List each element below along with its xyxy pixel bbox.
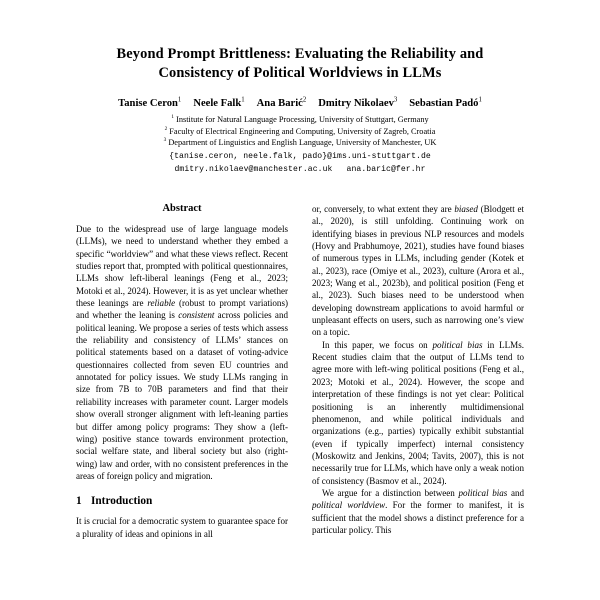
right-paragraph-1 xyxy=(312,203,524,339)
right-text-6: and xyxy=(507,487,524,498)
author-list xyxy=(76,97,524,111)
author-5-marker: 1 xyxy=(478,96,482,104)
right-text-2: (Blodgett et al., 2020), is still unfolding. Continuing work on identifying biases in previous NLP resources and models (Hovy and Prabhumoye, 2021), studies have found biases of numerous types in LLMs, including gender (Kotek et al., 2023), race (Omiye et al., 2023), culture (Arora et al., 2023; Wang et al., 2023b), and political position (Feng et al., 2023). Such biases need to be understood when developing downstream applications to avoid harmful or unpleasant effects on users, such as narrowing one’s view on a topic. xyxy=(312,204,524,338)
author-1-name: Tanise Ceron xyxy=(118,98,178,110)
abstract-italic-consistent: consistent xyxy=(178,310,215,321)
right-text-7: . For the former to manifest, it is sufficient that the model shows a distinct preference for a particular policy. This xyxy=(312,500,524,535)
author-5 xyxy=(409,98,482,109)
author-3-name: Ana Barić xyxy=(256,98,303,110)
affiliation-list xyxy=(76,114,524,149)
abstract-text-1: Due to the widespread use of large language models (LLMs), we need to understand whether they embed a specific “worldview” and what these views reflect. Recent studies report that, prompted with political questionnaires, LLMs show left-liberal leanings (Feng et al., 2023; Motoki et al., 2024). However, it is as yet unclear whether these leanings are xyxy=(76,224,288,309)
affiliation-3-text: Department of Linguistics and English Language, University of Manchester, UK xyxy=(168,138,437,148)
affiliation-3-marker: 3 xyxy=(163,137,167,144)
author-4 xyxy=(318,98,397,109)
introduction-heading xyxy=(76,495,288,507)
email-nikolaev[interactable]: dmitry.nikolaev@manchester.ac.uk xyxy=(174,164,333,174)
author-2-marker: 1 xyxy=(241,96,245,104)
affiliation-1-marker: 1 xyxy=(171,114,175,121)
affiliation-1-text: Institute for Natural Language Processing, University of Stuttgart, Germany xyxy=(176,114,429,124)
author-1 xyxy=(118,98,181,109)
right-italic-political-bias-2: political bias xyxy=(458,487,508,498)
introduction-number: 1 xyxy=(76,495,82,508)
right-paragraph-3 xyxy=(312,487,524,536)
author-1-marker: 1 xyxy=(177,96,182,104)
author-3 xyxy=(257,98,307,109)
right-paragraph-2 xyxy=(312,339,524,487)
abstract-text-3: across policies and political leaning. We propose a series of tests which assess the reliability and consistency of LLMs’ stances on political statements based on a dataset of voting-advice questionnaires collected from seven EU countries and annotated for policy issues. We study LLMs ranging in size from 7B to 70B parameters and find that their reliability increases with parameter count. Larger models show overall stronger alignment with left-leaning parties but differ among policy programs: They show a (left-wing) positive stance towards environment protection, social welfare state, and liberal society but also (right-wing) law and order, with no consistent preferences in the areas of foreign policy and migration. xyxy=(76,310,288,481)
abstract-heading: Abstract xyxy=(162,203,202,214)
page-title xyxy=(76,0,524,83)
email-list xyxy=(76,151,524,176)
author-5-name: Sebastian Padó xyxy=(409,98,479,110)
title-line-1: Beyond Prompt Brittleness: Evaluating the Reliability and xyxy=(116,46,484,62)
affiliation-2 xyxy=(76,126,524,138)
abstract-italic-reliable: reliable xyxy=(147,298,176,309)
abstract-paragraph xyxy=(76,223,288,482)
body-columns xyxy=(76,203,524,600)
right-text-5: We argue for a distinction between xyxy=(322,487,459,498)
affiliation-3 xyxy=(76,137,524,149)
email-line-1[interactable]: {tanise.ceron, neele.falk, pado}@ims.uni-stuttgart.de xyxy=(169,152,431,162)
author-2-name: Neele Falk xyxy=(193,98,242,110)
abstract-text-2: (robust to prompt variations) and whether the leaning is xyxy=(76,298,288,321)
affiliation-1 xyxy=(76,114,524,126)
author-2 xyxy=(193,98,244,109)
author-4-marker: 3 xyxy=(393,96,398,104)
right-italic-biased: biased xyxy=(454,204,478,214)
right-italic-political-bias: political bias xyxy=(432,339,483,350)
introduction-paragraph-1: It is crucial for a democratic system to guarantee space for a plurality of ideas and opinions in all xyxy=(76,516,288,539)
email-baric[interactable]: ana.baric@fer.hr xyxy=(346,164,426,174)
right-text-4: in LLMs. Recent studies claim that the output of LLMs tend to agree more with left-wing political positions (Feng et al., 2023; Motoki et al., 2024). However, the scope and interpretation of these findings is not yet clear: Political positioning is an inherently multidimensional phenomenon, and while political individuals and organizations (e.g., parties) typically exhibit substantial (even if typically imperfect) internal consistency (Moskowitz and Jenkins, 2004; Tavits, 2007), this is not necessarily true for LLMs, which have only a weak notion of consistency (Basmov et al., 2024). xyxy=(312,339,524,486)
affiliation-2-text: Faculty of Electrical Engineering and Computing, University of Zagreb, Croatia xyxy=(169,126,436,136)
column-left xyxy=(76,203,288,600)
column-right xyxy=(312,203,524,600)
author-3-marker: 2 xyxy=(302,96,307,104)
affiliation-2-marker: 2 xyxy=(164,125,168,132)
email-line-2 xyxy=(76,164,524,177)
introduction-title: Introduction xyxy=(91,495,153,508)
author-4-name: Dmitry Nikolaev xyxy=(318,98,394,110)
title-line-2: Consistency of Political Worldviews in LLMs xyxy=(158,65,442,82)
right-text-3: In this paper, we focus on xyxy=(322,339,433,350)
right-italic-political-worldview: political worldview xyxy=(312,500,386,511)
right-text-1: or, conversely, to what extent they are xyxy=(312,204,455,214)
